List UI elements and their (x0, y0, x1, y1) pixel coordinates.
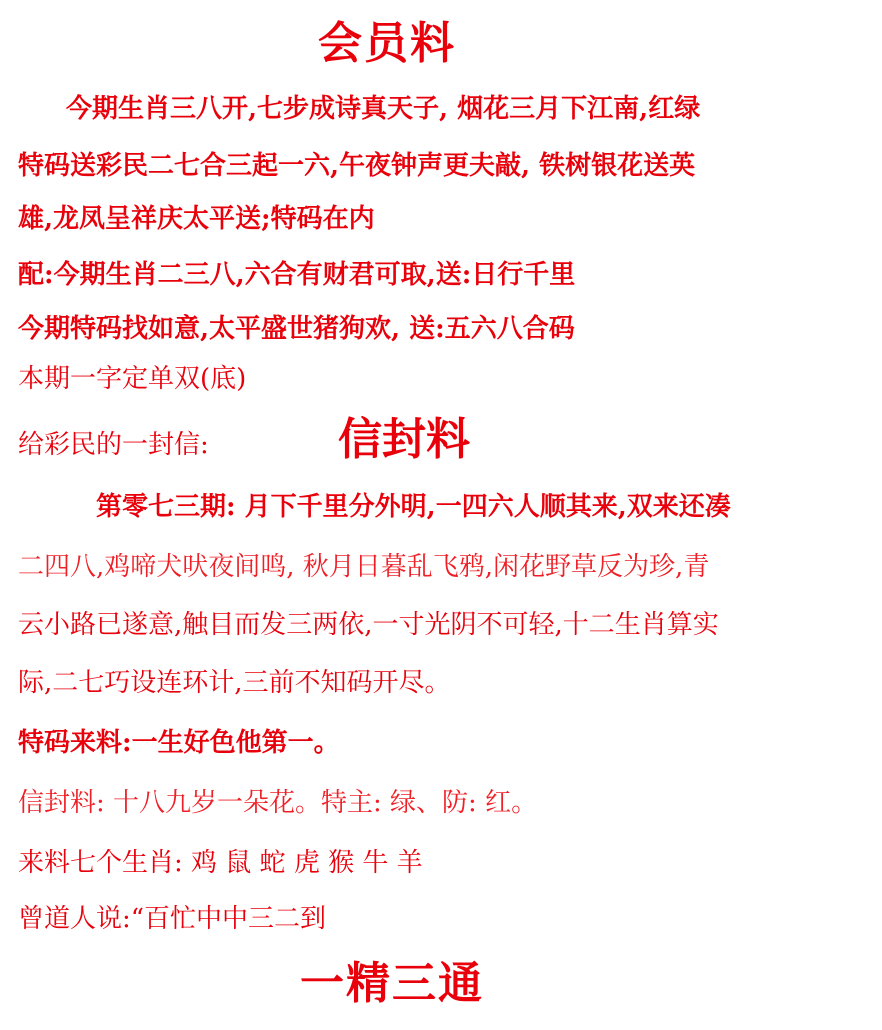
letter-line-1: 第零七三期: 月下千里分外明,一四六人顺其来,双来还凑 (96, 492, 731, 522)
member-line-3: 雄,龙凤呈祥庆太平送;特码在内 (18, 204, 375, 234)
letter-intro: 给彩民的一封信: (18, 430, 209, 460)
letter-line-2: 二四八,鸡啼犬吠夜间鸣, 秋月日暮乱飞鸦,闲花野草反为珍,青 (18, 552, 710, 582)
letter-intro-row (18, 414, 878, 482)
zodiac-line: 来料七个生肖: 鸡 鼠 蛇 虎 猴 牛 羊 (18, 848, 423, 878)
member-line-2: 特码送彩民二七合三起一六,午夜钟声更夫敲, 铁树银花送英 (18, 151, 696, 181)
footer-heading: 一精三通 (300, 958, 484, 1009)
letter-line-3: 云小路已遂意,触目而发三两依,一寸光阴不可轻,十二生肖算实 (18, 610, 719, 640)
member-heading: 会员料 (318, 18, 456, 69)
envelope-line: 信封料: 十八九岁一朵花。特主: 绿、防: 红。 (18, 788, 538, 818)
special-code-line: 特码来料:一生好色他第一。 (18, 728, 340, 758)
letter-line-4: 际,二七巧设连环计,三前不知码开尽。 (18, 668, 451, 698)
member-line-5: 今期特码找如意,太平盛世猪狗欢, 送:五六八合码 (18, 314, 575, 344)
letter-heading: 信封料 (338, 414, 470, 465)
member-line-4: 配:今期生肖二三八,六合有财君可取,送:日行千里 (18, 260, 576, 290)
member-line-6: 本期一字定单双(底) (18, 364, 247, 394)
taoist-line: 曾道人说:“百忙中中三二到 (18, 904, 327, 934)
member-line-1: 今期生肖三八开,七步成诗真天子, 烟花三月下江南,红绿 (66, 94, 701, 124)
